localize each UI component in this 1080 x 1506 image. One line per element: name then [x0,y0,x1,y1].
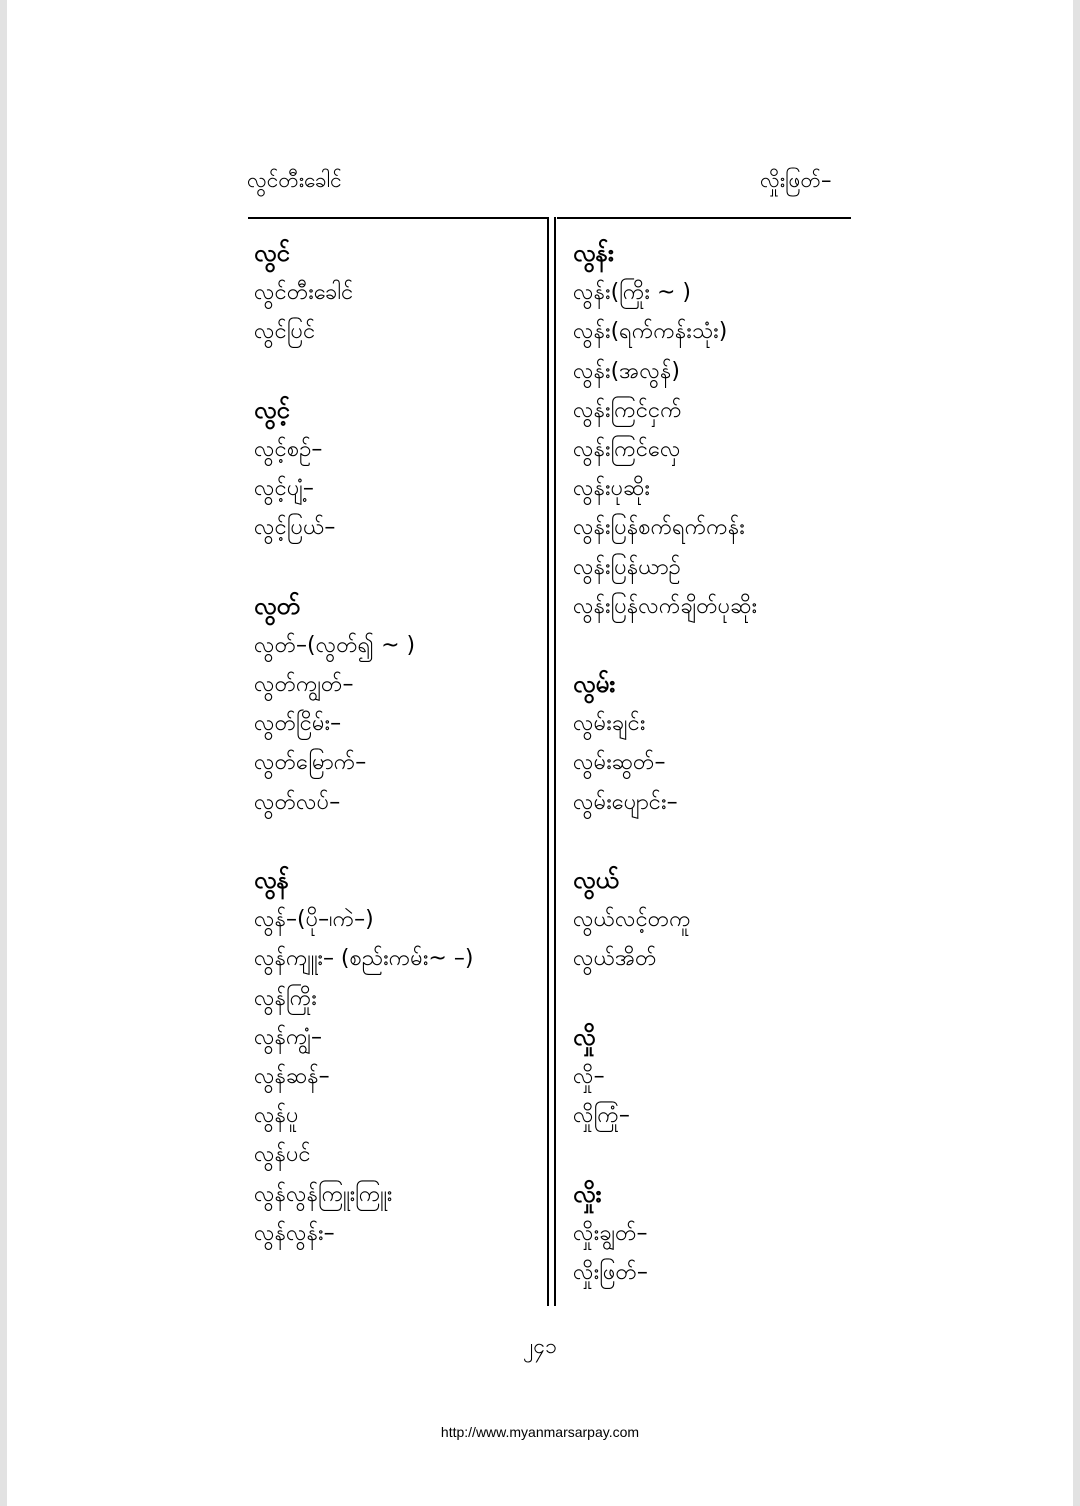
dictionary-entry: လွန်လွန်ကြူးကြူး [254,1181,393,1207]
dictionary-entry: လွန်–(ပို–၊ကဲ–) [254,907,374,933]
dictionary-entry: လွန်ကျွံ– [254,1024,323,1050]
dictionary-entry: လွန်း(ရက်ကန်းသုံး) [573,319,728,345]
dictionary-entry: လွမ်းဆွတ်– [573,750,666,776]
dictionary-entry: လွန်းကြင်လှေ [573,436,681,462]
section-heading: လွန်း [573,239,615,267]
running-header-left: လွင်တီးခေါင် [247,168,342,192]
dictionary-entry: လွင်ပြင် [254,319,316,345]
dictionary-entry: လွင်တီးခေါင် [254,280,354,306]
dictionary-entry: လွန်ဆန်– [254,1063,330,1089]
dictionary-entry: လွင့်ပျံ့– [254,476,314,502]
dictionary-entry: လွန်လွန်း– [254,1220,335,1246]
dictionary-entry: လွယ်လင့်တကူ [573,907,691,933]
dictionary-entry: လွန်ကျူး– (စည်းကမ်း~ –) [254,946,474,972]
right-margin-strip [1073,0,1080,1506]
dictionary-entry: လွမ်းချင်း [573,711,646,737]
dictionary-entry: လွင့်ပြယ်– [254,515,336,541]
section-gap [254,352,539,391]
section-gap [254,548,539,587]
dictionary-entry: လွင့်စဉ်– [254,436,323,462]
dictionary-entry: လွတ်ငြိမ်း– [254,711,342,737]
dictionary-entry: လွမ်းပျောင်း– [573,789,678,815]
section-heading: လွင် [254,239,290,267]
left-column [254,234,539,1253]
section-gap [573,979,848,1018]
section-gap [573,626,848,665]
page-number: ၂၄၁ [523,1334,557,1358]
header-rule-left [248,217,549,219]
section-heading: လွယ် [573,866,619,894]
dictionary-entry: လွန်ကြိုး [254,985,317,1011]
dictionary-entry: လွန်း(ကြိုး ~ ) [573,280,691,306]
section-heading: လွမ်း [573,670,616,699]
section-heading: လွတ် [254,591,300,620]
dictionary-entry: လှိုကြုံ– [573,1103,630,1129]
dictionary-entry: လှို– [573,1063,605,1089]
running-header-right: လှိုးဖြတ်– [760,168,832,192]
section-heading: လှိုး [573,1179,602,1208]
dictionary-entry: လွန်းပြန်ယာဉ် [573,554,681,580]
dictionary-entry: လွန်း(အလွန်) [573,358,680,384]
dictionary-entry: လွန်ပင် [254,1142,311,1168]
dictionary-entry: လွန်းပုဆိုး [573,476,650,502]
column-divider-line [554,217,556,1306]
dictionary-entry: လွတ်–(လွတ်၍ ~ ) [254,632,416,658]
section-gap [573,1135,848,1174]
dictionary-entry: လွတ်မြောက်– [254,750,367,776]
dictionary-entry: လွန်းကြင်ငှက် [573,397,682,423]
section-heading: လှို [573,1022,596,1051]
dictionary-entry: လွတ်လပ်– [254,789,341,815]
header-rule-right [557,217,851,219]
right-column [573,234,848,1292]
footer-url: http://www.myanmarsarpay.com [440,1424,640,1440]
dictionary-entry: လွန်ပူ [254,1103,299,1129]
section-gap [254,822,539,861]
section-heading: လွန် [254,866,289,894]
column-divider-line [547,217,549,1306]
dictionary-entry: လွတ်ကျွတ်– [254,672,354,698]
dictionary-entry: လွယ်အိတ် [573,946,657,972]
dictionary-entry: လှိုးဖြတ်– [573,1259,648,1285]
section-heading: လွင့် [254,395,290,424]
left-margin-strip [0,0,7,1506]
dictionary-entry: လှိုးချွတ်– [573,1220,648,1246]
dictionary-entry: လွန်းပြန်လက်ချိတ်ပုဆိုး [573,593,758,619]
section-gap [573,822,848,861]
dictionary-entry: လွန်းပြန်စက်ရက်ကန်း [573,515,745,541]
